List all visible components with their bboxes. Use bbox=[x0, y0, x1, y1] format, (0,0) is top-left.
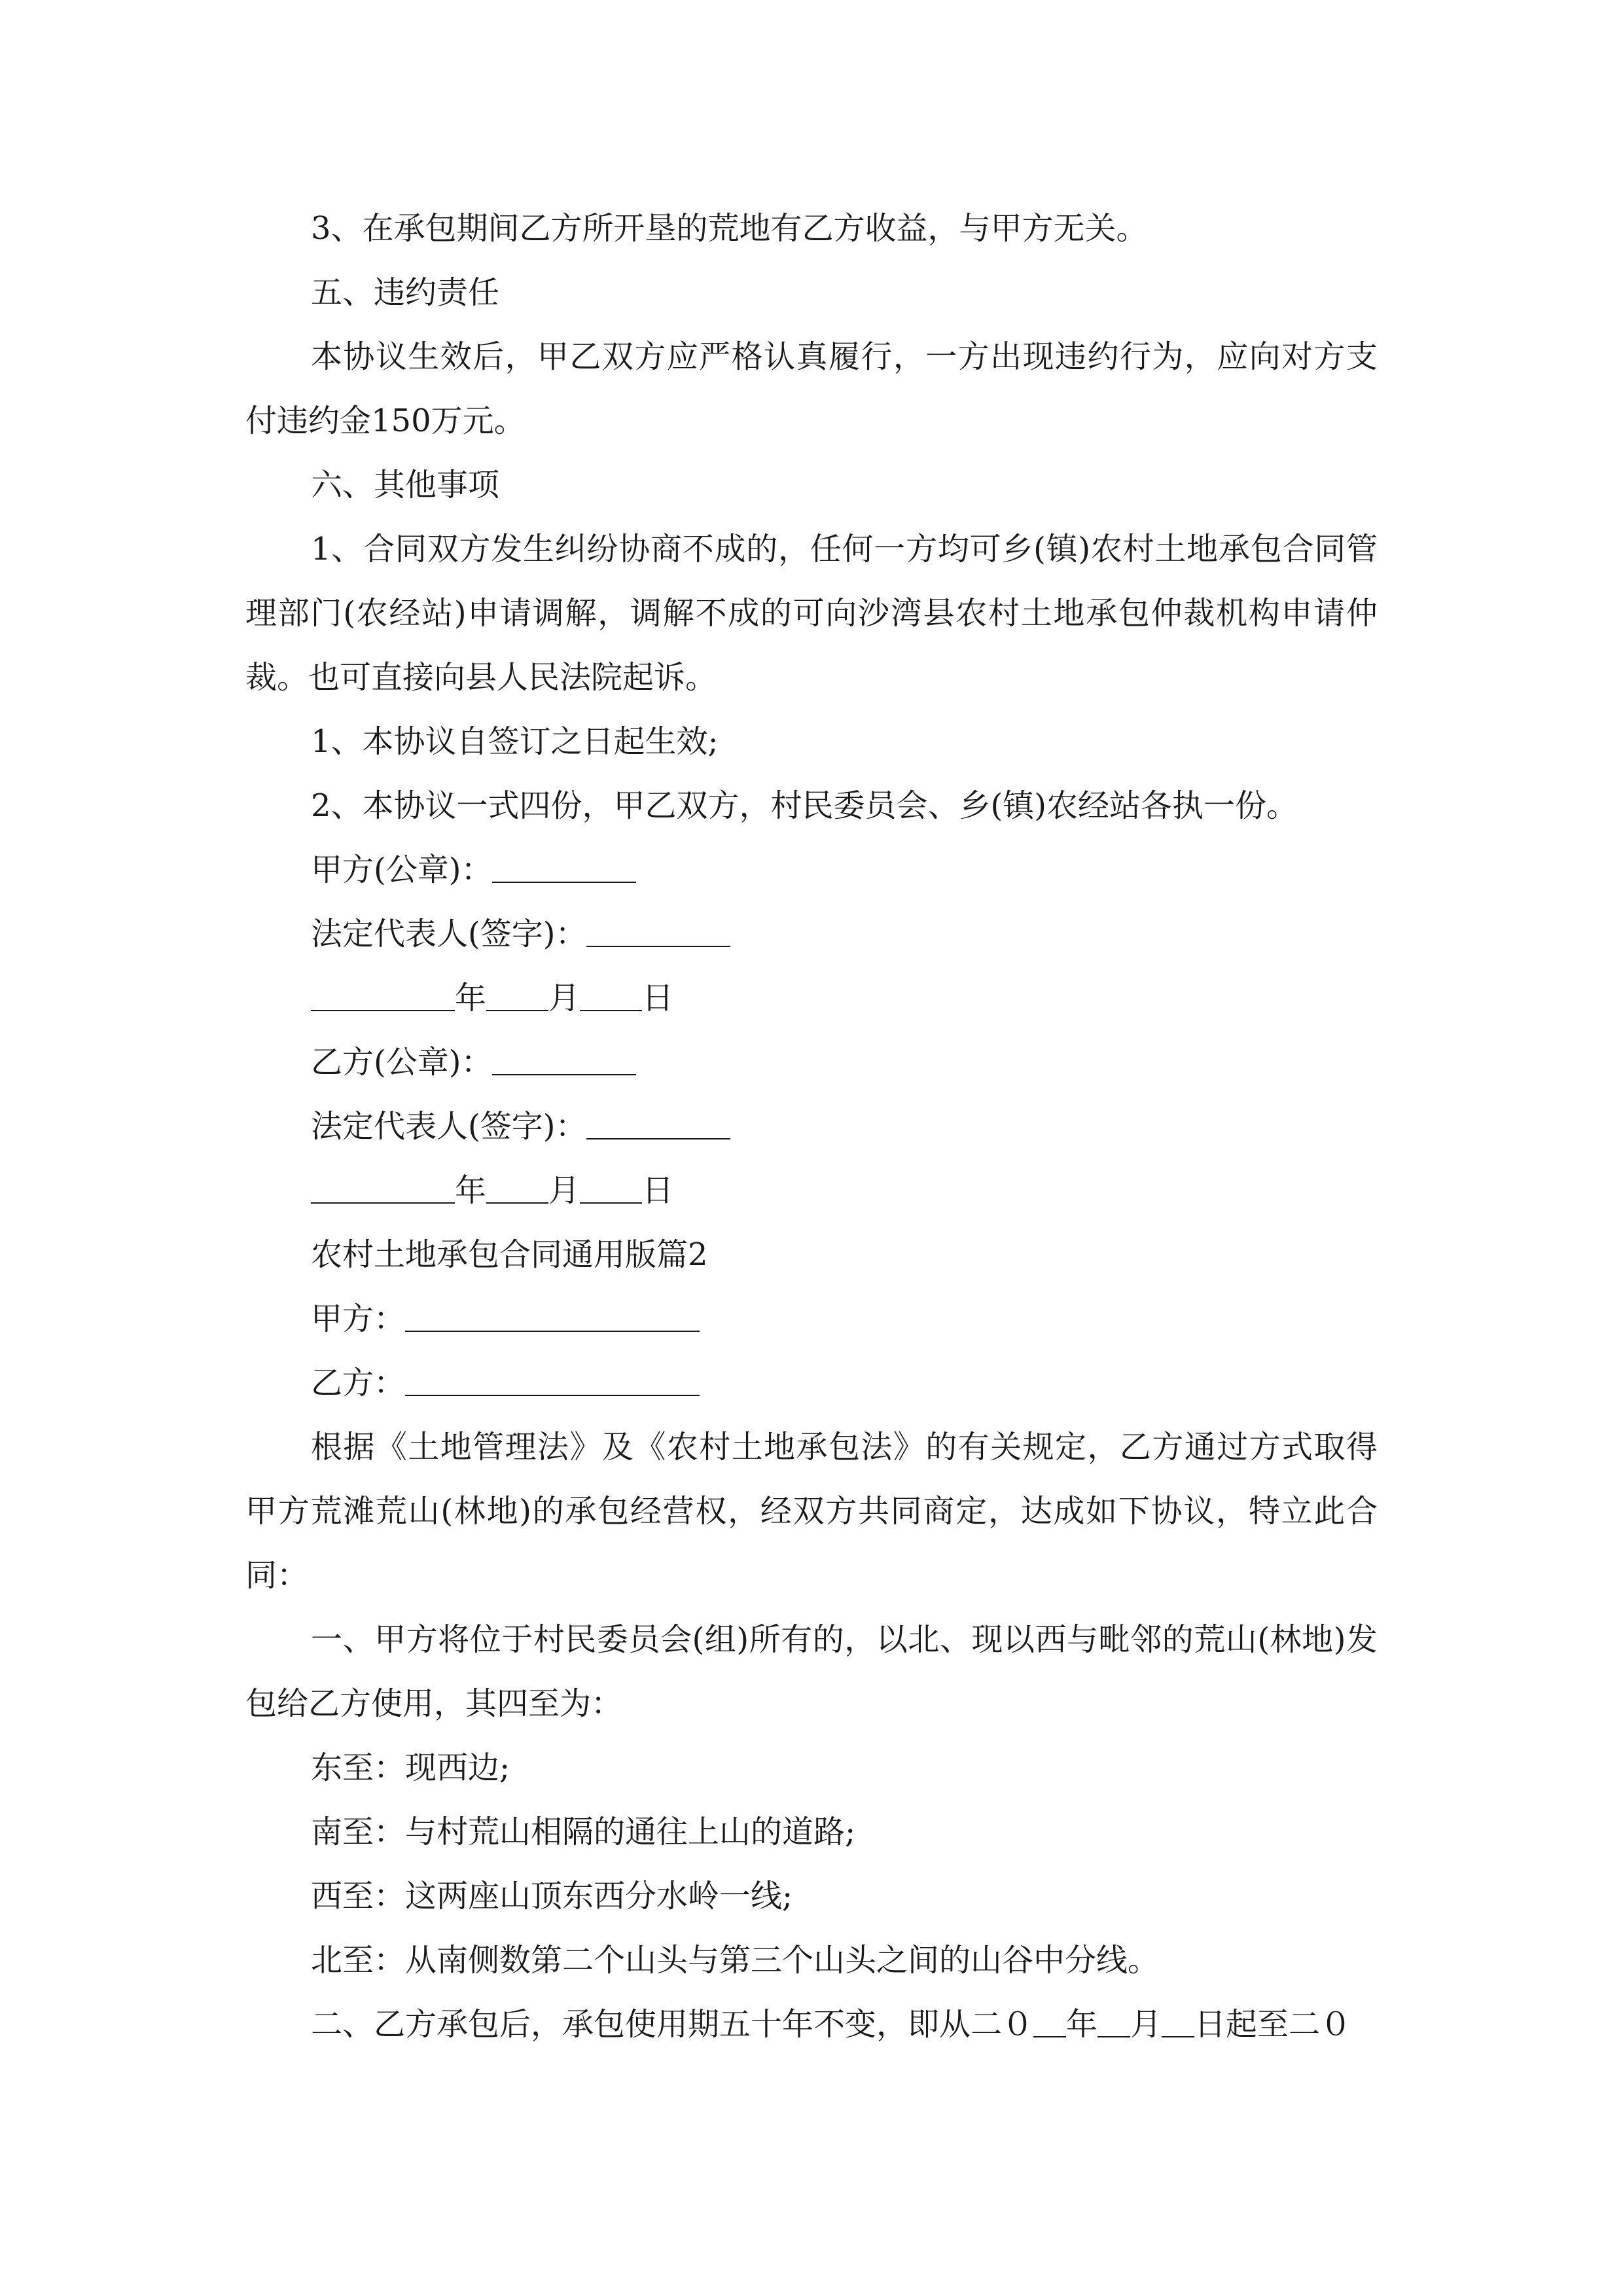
party-a-seal-line bbox=[245, 838, 1378, 902]
boundary-south: 南至：与村荒山相隔的通往上山的道路; bbox=[311, 1814, 856, 1850]
party-a-seal-label: 甲方(公章)： bbox=[311, 852, 493, 888]
second-party-a-blank bbox=[405, 1299, 700, 1332]
party-a-date-line bbox=[245, 966, 1378, 1030]
second-contract-clause-1: 一、甲方将位于村民委员会(组)所有的，以北、现以西与毗邻的荒山(林地)发包给乙方使用，其四至为： bbox=[245, 1621, 1378, 1722]
party-b-rep-blank bbox=[586, 1107, 730, 1139]
paragraph-breach: 本协议生效后，甲乙双方应严格认真履行，一方出现违约行为，应向对方支付违约金150万元。 bbox=[245, 338, 1378, 439]
second-party-a-label: 甲方： bbox=[311, 1300, 406, 1337]
day-label: 日 bbox=[642, 980, 674, 1016]
paragraph-dispute: 1、合同双方发生纠纷协商不成的，任何一方均可乡(镇)农村土地承包合同管理部门(农经站)申请调解，调解不成的可向沙湾县农村土地承包仲裁机构申请仲裁。也可直接向县人民法院起诉。 bbox=[245, 531, 1378, 696]
clause-2-month-blank bbox=[1097, 2005, 1130, 2037]
clause-2-day-blank bbox=[1162, 2005, 1194, 2037]
year-label: 年 bbox=[455, 1172, 487, 1209]
clause-2-day-text: 日起至二０ bbox=[1194, 2006, 1352, 2043]
second-contract-intro: 根据《土地管理法》及《农村土地承包法》的有关规定，乙方通过方式取得甲方荒滩荒山(林地)的承包经营权，经双方共同商定，达成如下协议，特立此合同： bbox=[245, 1429, 1378, 1594]
year-label: 年 bbox=[455, 980, 487, 1016]
party-a-year-blank bbox=[311, 978, 455, 1011]
paragraph-copies: 2、本协议一式四份，甲乙双方，村民委员会、乡(镇)农经站各执一份。 bbox=[311, 787, 1298, 824]
second-party-b-line bbox=[245, 1351, 1378, 1415]
party-b-date-line bbox=[245, 1158, 1378, 1223]
day-label: 日 bbox=[642, 1172, 674, 1209]
boundary-west: 西至：这两座山顶东西分水岭一线; bbox=[311, 1878, 793, 1914]
second-party-b-label: 乙方： bbox=[311, 1365, 406, 1401]
document-body bbox=[245, 196, 1378, 2056]
boundary-east: 东至：现西边; bbox=[311, 1749, 510, 1786]
paragraph-clause-3: 3、在承包期间乙方所开垦的荒地有乙方收益，与甲方无关。 bbox=[311, 210, 1148, 247]
second-contract-title: 农村土地承包合同通用版篇2 bbox=[311, 1236, 708, 1273]
party-b-rep-line bbox=[245, 1094, 1378, 1158]
second-party-a-line bbox=[245, 1287, 1378, 1351]
clause-2-month: 月 bbox=[1130, 2006, 1162, 2043]
party-b-month-blank bbox=[486, 1171, 548, 1204]
party-b-rep-label: 法定代表人(签字)： bbox=[311, 1108, 587, 1145]
month-label: 月 bbox=[548, 1172, 580, 1209]
party-b-year-blank bbox=[311, 1171, 455, 1204]
party-b-seal-line bbox=[245, 1030, 1378, 1094]
second-party-b-blank bbox=[405, 1363, 700, 1396]
paragraph-effective: 1、本协议自签订之日起生效; bbox=[311, 723, 719, 760]
party-a-month-blank bbox=[486, 978, 548, 1011]
heading-other-matters: 六、其他事项 bbox=[311, 467, 500, 503]
clause-2-year-blank bbox=[1033, 2005, 1066, 2037]
party-a-rep-blank bbox=[586, 914, 730, 947]
second-contract-clause-2 bbox=[245, 1992, 1378, 2056]
party-b-seal-label: 乙方(公章)： bbox=[311, 1044, 493, 1081]
clause-2-year: 年 bbox=[1066, 2006, 1098, 2043]
party-a-rep-line bbox=[245, 902, 1378, 966]
party-a-day-blank bbox=[580, 978, 642, 1011]
party-a-rep-label: 法定代表人(签字)： bbox=[311, 916, 587, 952]
party-a-seal-blank bbox=[492, 850, 636, 883]
clause-2-text: 二、乙方承包后，承包使用期五十年不变，即从二０ bbox=[311, 2006, 1034, 2043]
party-b-seal-blank bbox=[492, 1043, 636, 1075]
month-label: 月 bbox=[548, 980, 580, 1016]
boundary-north: 北至：从南侧数第二个山头与第三个山头之间的山谷中分线。 bbox=[311, 1942, 1160, 1979]
party-b-day-blank bbox=[580, 1171, 642, 1204]
heading-breach-liability: 五、违约责任 bbox=[311, 274, 500, 311]
